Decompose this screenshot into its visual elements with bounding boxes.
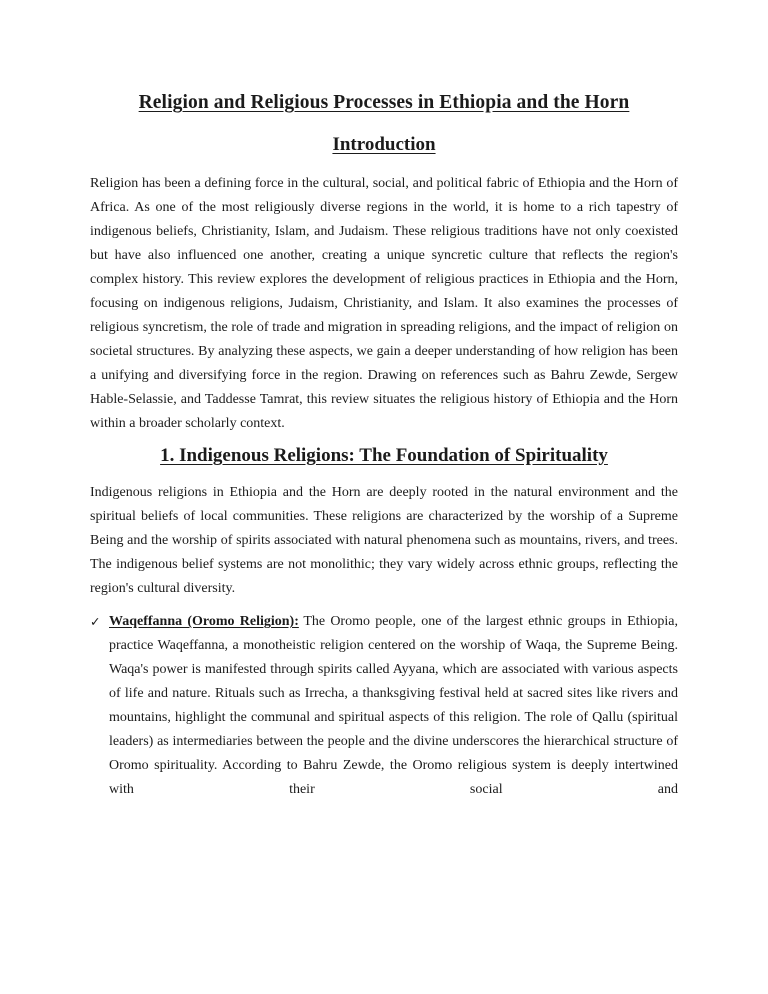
- list-item-waqeffanna: [90, 610, 678, 802]
- list-item-text: [109, 610, 678, 802]
- document-title: Religion and Religious Processes in Ethiopia and the Horn: [138, 92, 630, 113]
- checkmark-bullet-icon: ✓: [90, 615, 101, 629]
- list-item-term: Waqeffanna (Oromo Religion):: [109, 614, 299, 629]
- section-1-paragraph: Indigenous religions in Ethiopia and the Horn are deeply rooted in the natural environment and the spiritual beliefs of local communities. These religions are characterized by the worship of a Supreme Being and the worship of spirits associated with natural phenomena such as mountains, rivers, and trees. The indigenous belief systems are not monolithic; they vary widely across ethnic groups, reflecting the region's cultural diversity.: [90, 485, 678, 596]
- introduction-heading: Introduction: [332, 134, 436, 155]
- introduction-paragraph: Religion has been a defining force in the cultural, social, and political fabric of Ethiopia and the Horn of Africa. As one of the most religiously diverse regions in the world, it is home to a rich tapestry of indigenous beliefs, Christianity, Islam, and Judaism. These religious traditions have not only coexisted but have also influenced one another, creating a unique syncretic culture that reflects the region's complex history. This review explores the development of religious practices in Ethiopia and the Horn, focusing on indigenous religions, Judaism, Christianity, and Islam. It also examines the processes of religious syncretism, the role of trade and migration in spreading religions, and the impact of religion on societal structures. By analyzing these aspects, we gain a deeper understanding of how religion has been a unifying and diversifying force in the region. Drawing on references such as Bahru Zewde, Sergew Hable-Selassie, and Taddesse Tamrat, this review situates the religious history of Ethiopia and the Horn within a broader scholarly context.: [90, 176, 678, 431]
- section-1-heading: 1. Indigenous Religions: The Foundation of Spirituality: [160, 445, 608, 466]
- list-item-body: The Oromo people, one of the largest ethnic groups in Ethiopia, practice Waqeffanna, a monotheistic religion centered on the worship of Waqa, the Supreme Being. Waqa's power is manifested through spirits called Ayyana, which are associated with various aspects of life and nature. Rituals such as Irrecha, a thanksgiving festival held at sacred sites like rivers and mountains, highlight the communal and spiritual aspects of this religion. The role of Qallu (spiritual leaders) as intermediaries between the people and the divine underscores the hierarchical structure of Oromo spirituality. According to Bahru Zewde, the Oromo religious system is deeply intertwined with their social and: [109, 614, 678, 797]
